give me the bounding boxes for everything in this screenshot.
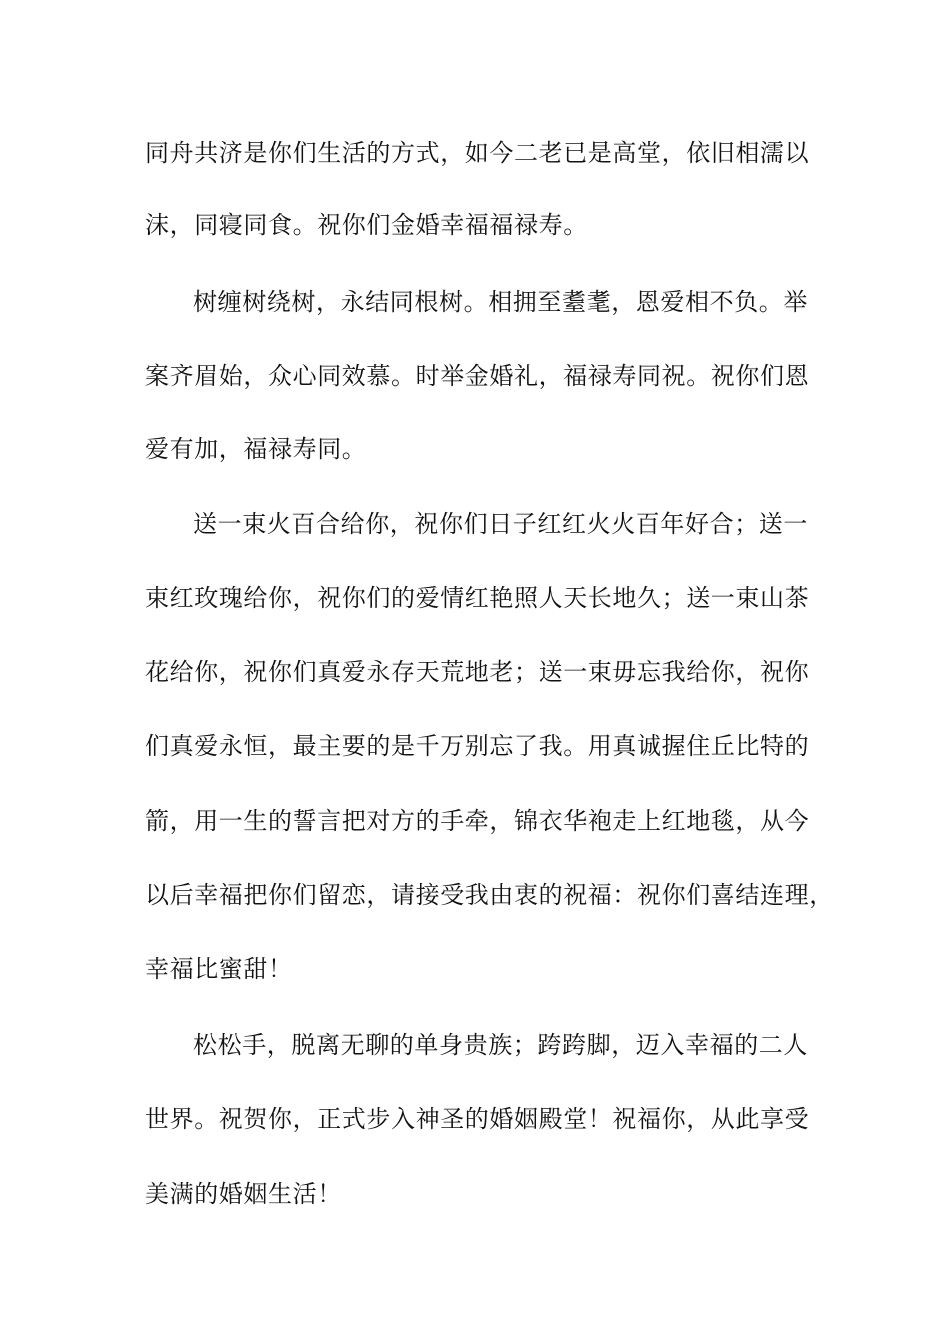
paragraph-3-line-2: 束红玫瑰给你，祝你们的爱情红艳照人天长地久；送一束山茶 <box>145 584 810 612</box>
paragraph-3-line-6: 以后幸福把你们留恋，请接受我由衷的祝福：祝你们喜结连理， <box>145 881 834 909</box>
paragraph-4-line-2: 世界。祝贺你，正式步入神圣的婚姻殿堂！祝福你，从此享受 <box>145 1105 810 1133</box>
paragraph-1-line-2: 沫，同寝同食。祝你们金婚幸福福禄寿。 <box>145 211 588 239</box>
paragraph-3-line-5: 箭，用一生的誓言把对方的手牵，锦衣华袍走上红地毯，从今 <box>145 807 810 835</box>
paragraph-3-line-1: 送一束火百合给你，祝你们日子红红火火百年好合；送一 <box>193 510 808 538</box>
paragraph-3-line-4: 们真爱永恒，最主要的是千万别忘了我。用真诚握住丘比特的 <box>145 732 810 760</box>
paragraph-2-line-2: 案齐眉始，众心同效慕。时举金婚礼，福禄寿同祝。祝你们恩 <box>145 362 810 390</box>
paragraph-4-line-3: 美满的婚姻生活！ <box>145 1180 342 1208</box>
paragraph-2-line-3: 爱有加，福禄寿同。 <box>145 435 367 463</box>
paragraph-3-line-3: 花给你，祝你们真爱永存天荒地老；送一束毋忘我给你，祝你 <box>145 658 810 686</box>
paragraph-4-line-1: 松松手，脱离无聊的单身贵族；跨跨脚，迈入幸福的二人 <box>193 1031 808 1059</box>
paragraph-3-line-7: 幸福比蜜甜！ <box>145 955 293 983</box>
paragraph-2-line-1: 树缠树绕树，永结同根树。相拥至耋耄，恩爱相不负。举 <box>193 288 808 316</box>
paragraph-1-line-1: 同舟共济是你们生活的方式，如今二老已是高堂，依旧相濡以 <box>145 139 810 167</box>
